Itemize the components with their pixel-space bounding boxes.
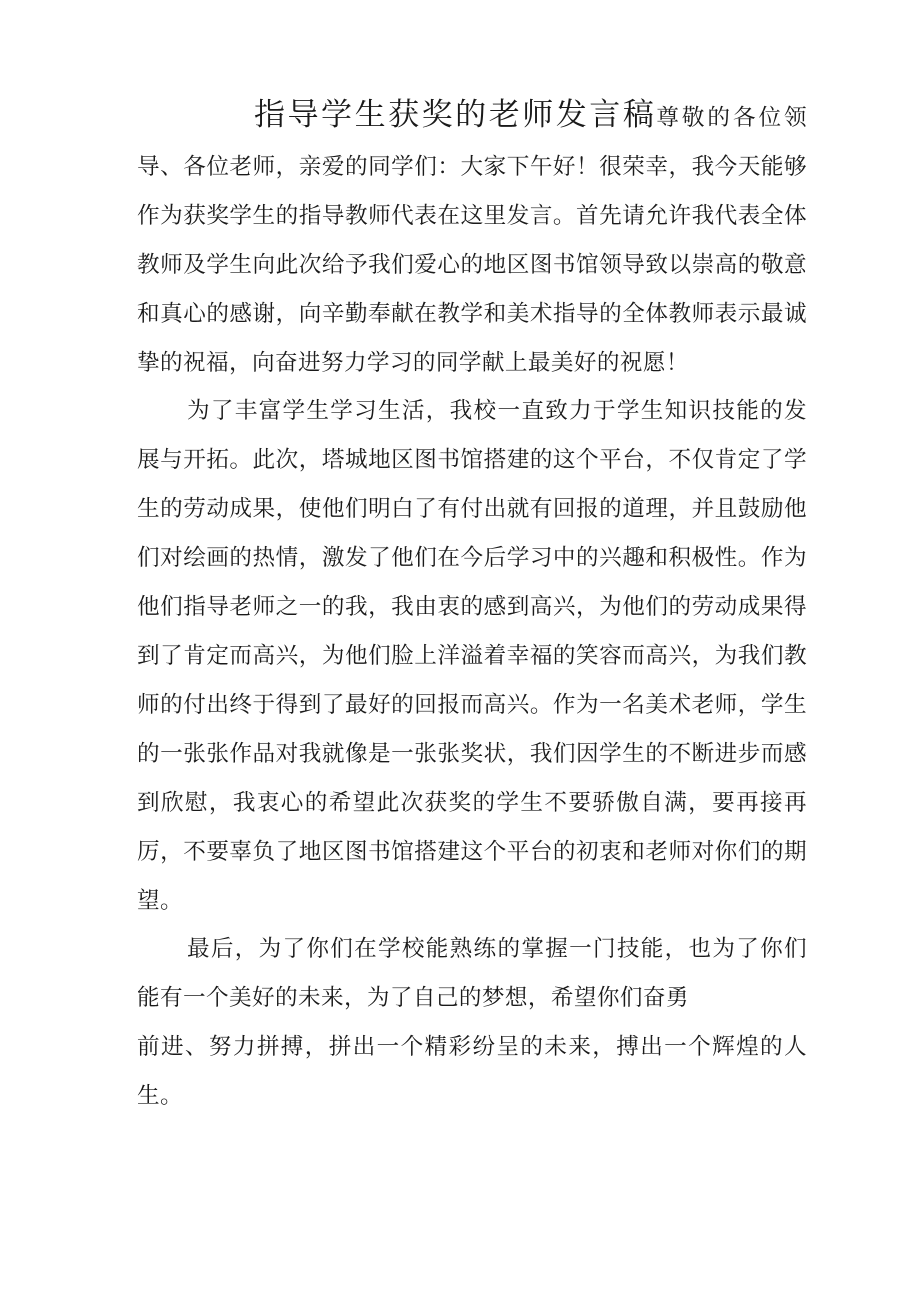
document-title: 指导学生获奖的老师发言稿 <box>254 97 657 133</box>
paragraph-3-line-1: 最后，为了你们在学校能熟练的掌握一门技能，也为了你们能有一个美好的未来，为了自己的梦想，希望你们奋勇 <box>137 936 807 1012</box>
paragraph-3-line-2: 前进、努力拼搏，拼出一个精彩纷呈的未来，搏出一个辉煌的人生。 <box>137 1034 807 1110</box>
paragraph-1-text: 尊敬的各位领导、各位老师，亲爱的同学们：大家下午好！很荣幸，我今天能够作为获奖学生的指导教师代表在这里发言。首先请允许我代表全体教师及学生向此次给予我们爱心的地区图书馆领导致以崇高的敬意和真心的感谢，向辛勤奉献在教学和美术指导的全体教师表示最诚挚的祝福，向奋进努力学习的同学献上最美好的祝愿！ <box>137 105 807 376</box>
paragraph-3 <box>137 925 807 1121</box>
opening-paragraph <box>137 91 807 387</box>
paragraph-2: 为了丰富学生学习生活，我校一直致力于学生知识技能的发展与开拓。此次，塔城地区图书馆搭建的这个平台，不仅肯定了学生的劳动成果，使他们明白了有付出就有回报的道理，并且鼓励他们对绘画的热情，激发了他们在今后学习中的兴趣和积极性。作为他们指导老师之一的我，我由衷的感到高兴，为他们的劳动成果得到了肯定而高兴，为他们脸上洋溢着幸福的笑容而高兴，为我们教师的付出终于得到了最好的回报而高兴。作为一名美术老师，学生的一张张作品对我就像是一张张奖状，我们因学生的不断进步而感到欣慰，我衷心的希望此次获奖的学生不要骄傲自满，要再接再厉，不要辜负了地区图书馆搭建这个平台的初衷和老师对你们的期望。 <box>137 398 807 914</box>
document-body <box>137 91 807 1121</box>
